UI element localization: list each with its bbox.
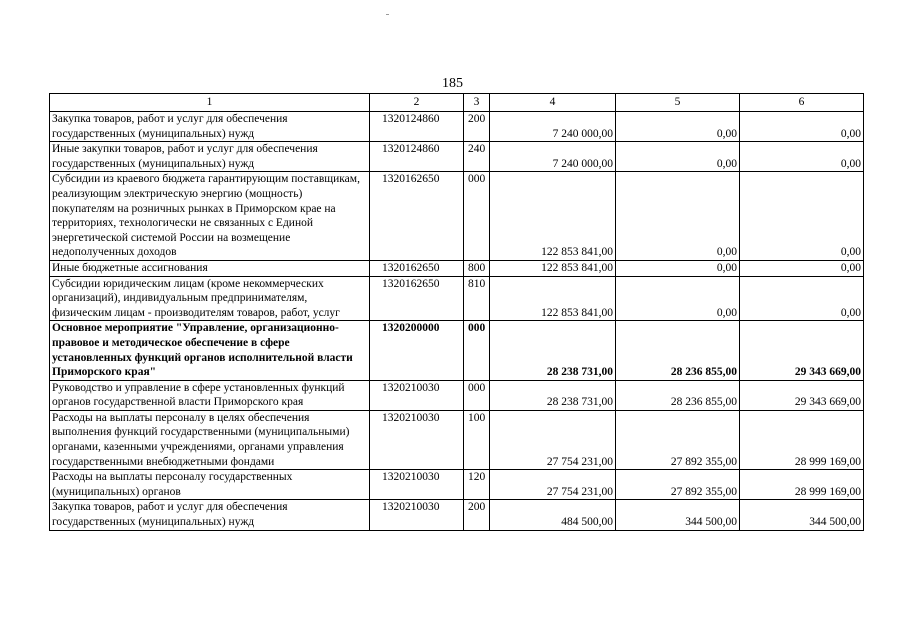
row-code-cell: 1320210030 [370,470,464,500]
row-value-5-cell: 344 500,00 [616,500,740,530]
row-name-cell: Субсидии из краевого бюджета гарантирующим поставщикам, реализующим электрическую энергию (мощность) покупателям на розничных рынках в Приморском крае на территориях, технологически не связанных с Единой энергетической системой России на возмещение недополученных доходов [50,172,370,261]
row-value-4-cell: 28 238 731,00 [490,380,616,410]
row-name-cell: Основное мероприятие "Управление, организационно-правовое и методическое обеспечение в сфере установленных функций органов исполнительной власти Приморского края" [50,321,370,380]
row-value-6-cell: 28 999 169,00 [740,470,864,500]
table-row [50,470,864,500]
row-value-4-cell: 484 500,00 [490,500,616,530]
row-code-cell: 1320210030 [370,380,464,410]
row-name-cell: Закупка товаров, работ и услуг для обеспечения государственных (муниципальных) нужд [50,112,370,142]
row-value-4-cell: 122 853 841,00 [490,172,616,261]
scan-speck [386,14,389,15]
row-code-cell: 1320124860 [370,112,464,142]
row-type-cell: 200 [464,500,490,530]
row-value-5-cell: 27 892 355,00 [616,410,740,469]
table-row [50,260,864,276]
row-type-cell: 000 [464,172,490,261]
row-value-6-cell: 0,00 [740,142,864,172]
column-header-2: 2 [370,94,464,112]
column-header-4: 4 [490,94,616,112]
column-header-6: 6 [740,94,864,112]
row-value-5-cell: 0,00 [616,260,740,276]
table-row [50,276,864,321]
table-body [50,112,864,531]
table-row [50,142,864,172]
row-name-cell: Расходы на выплаты персоналу в целях обеспечения выполнения функций государственными (муниципальными) органами, казенными учреждениями, органами управления государственными внебюджетными фондами [50,410,370,469]
row-value-6-cell: 344 500,00 [740,500,864,530]
row-type-cell: 100 [464,410,490,469]
row-value-6-cell: 0,00 [740,260,864,276]
table-row [50,112,864,142]
table-row [50,500,864,530]
row-value-6-cell: 29 343 669,00 [740,321,864,380]
row-type-cell: 200 [464,112,490,142]
row-value-5-cell: 0,00 [616,172,740,261]
row-name-cell: Расходы на выплаты персоналу государственных (муниципальных) органов [50,470,370,500]
column-header-1: 1 [50,94,370,112]
budget-table [49,93,864,531]
row-value-5-cell: 28 236 855,00 [616,380,740,410]
table-header-row [50,94,864,112]
row-name-cell: Субсидии юридическим лицам (кроме некоммерческих организаций), индивидуальным предпринимателям, физическим лицам - производителям товаров, работ, услуг [50,276,370,321]
table-row [50,380,864,410]
table-row [50,321,864,380]
row-value-4-cell: 7 240 000,00 [490,112,616,142]
row-name-cell: Иные бюджетные ассигнования [50,260,370,276]
row-value-5-cell: 0,00 [616,112,740,142]
row-code-cell: 1320124860 [370,142,464,172]
row-type-cell: 240 [464,142,490,172]
row-name-cell: Руководство и управление в сфере установленных функций органов государственной власти Приморского края [50,380,370,410]
row-type-cell: 120 [464,470,490,500]
table-row [50,410,864,469]
row-value-5-cell: 27 892 355,00 [616,470,740,500]
row-name-cell: Закупка товаров, работ и услуг для обеспечения государственных (муниципальных) нужд [50,500,370,530]
row-value-4-cell: 27 754 231,00 [490,410,616,469]
row-code-cell: 1320200000 [370,321,464,380]
row-code-cell: 1320162650 [370,260,464,276]
row-type-cell: 000 [464,380,490,410]
row-value-4-cell: 122 853 841,00 [490,276,616,321]
row-value-4-cell: 27 754 231,00 [490,470,616,500]
column-header-5: 5 [616,94,740,112]
column-header-3: 3 [464,94,490,112]
page-number: 185 [442,76,463,91]
row-code-cell: 1320210030 [370,410,464,469]
row-value-6-cell: 29 343 669,00 [740,380,864,410]
row-value-5-cell: 28 236 855,00 [616,321,740,380]
row-value-6-cell: 0,00 [740,112,864,142]
row-code-cell: 1320162650 [370,172,464,261]
row-code-cell: 1320162650 [370,276,464,321]
row-type-cell: 000 [464,321,490,380]
row-value-6-cell: 0,00 [740,172,864,261]
row-value-4-cell: 122 853 841,00 [490,260,616,276]
row-type-cell: 810 [464,276,490,321]
row-value-5-cell: 0,00 [616,276,740,321]
table-row [50,172,864,261]
row-code-cell: 1320210030 [370,500,464,530]
row-name-cell: Иные закупки товаров, работ и услуг для обеспечения государственных (муниципальных) нужд [50,142,370,172]
row-value-4-cell: 28 238 731,00 [490,321,616,380]
row-value-6-cell: 0,00 [740,276,864,321]
row-value-5-cell: 0,00 [616,142,740,172]
row-value-4-cell: 7 240 000,00 [490,142,616,172]
row-value-6-cell: 28 999 169,00 [740,410,864,469]
row-type-cell: 800 [464,260,490,276]
